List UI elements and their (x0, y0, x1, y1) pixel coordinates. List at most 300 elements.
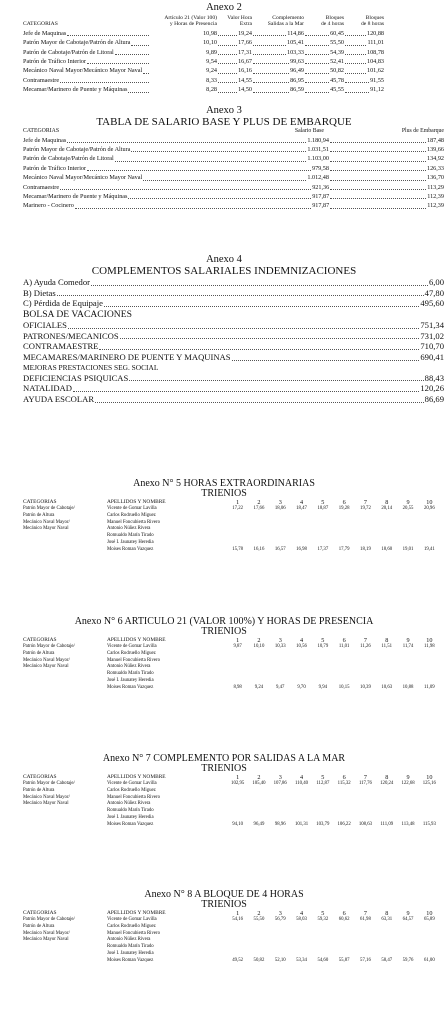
trienio-value: 11,01 (338, 644, 350, 649)
trienio-value: 19,28 (338, 506, 350, 511)
trienio-row (0, 651, 448, 658)
trienio-values (227, 658, 440, 665)
trienio-value: 16,57 (274, 546, 286, 552)
row-value: 105,41 (286, 39, 304, 47)
trienio-value: 9,70 (297, 684, 306, 690)
leader-dots (73, 391, 419, 392)
cat-header: CATEGORIAS (23, 774, 57, 780)
trienio-value: 53,34 (296, 957, 307, 963)
trienio-number: 9 (406, 499, 410, 506)
row-value: 6,00 (428, 277, 444, 287)
leader-dots (128, 92, 149, 93)
trienio-values (227, 951, 440, 958)
trienio-number: 10 (426, 499, 433, 506)
annex-2-cell (252, 66, 304, 75)
leader-dots (305, 54, 329, 55)
trienio-value: 8,98 (233, 684, 242, 690)
trienio-cat (23, 815, 107, 822)
annex-4 (0, 254, 448, 405)
trienio-value: 17,79 (338, 546, 350, 552)
annex-2-row-cat (23, 38, 150, 47)
leader-dots (218, 63, 237, 64)
cat-header: CATEGORIAS (23, 637, 57, 643)
trienio-name: Romualdo Marín Tirado (107, 671, 154, 677)
trienio-number: 7 (363, 499, 367, 506)
trienio-cat: Patrón Mayor de Cabotaje/ (23, 644, 75, 649)
trienio-values (227, 958, 440, 965)
annex-3-base-header: Salario Base (294, 128, 324, 134)
trienio-number: 1 (236, 499, 240, 506)
leader-dots (218, 54, 237, 55)
annex-2-col-5: Bloques de 8 horas (361, 15, 384, 28)
annex-2-cell (150, 66, 217, 75)
row-label: Patrón de Cabotaje/Patrón de Litoral (23, 48, 114, 56)
row-value: 99,63 (290, 58, 304, 66)
trienio-row (0, 513, 448, 520)
leader-dots (330, 198, 426, 199)
row-value: 104,83 (366, 58, 384, 66)
row-label: AYUDA ESCOLAR (23, 394, 95, 405)
row-label: Jefe de Maquinas (23, 29, 67, 37)
trienio-row (0, 815, 448, 822)
trienio-name: Moises Roman Vazquez (107, 821, 154, 827)
trienio-value: 122,68 (401, 781, 415, 786)
annex-6-title: Anexo N° 6 ARTICULO 21 (VALOR 100%) Y HORAS DE PRESENCIA (74, 616, 374, 627)
trienio-value: 102,95 (231, 781, 245, 786)
trienio-number: 4 (299, 774, 304, 781)
row-value: 86,95 (290, 76, 304, 84)
trienio-cat: Patrón Mayor de Cabotaje/ (23, 506, 75, 511)
row-value: 710,70 (420, 341, 444, 352)
leader-dots (330, 170, 426, 171)
annex-2-cell (252, 85, 304, 94)
annex-4-row (23, 298, 444, 309)
trienio-cat (23, 808, 107, 815)
trienios-title: TRIENIOS (201, 488, 247, 499)
trienio-value: 108,63 (358, 821, 373, 827)
trienio-value: 10,56 (296, 644, 307, 649)
leader-dots (95, 402, 424, 403)
annex-2-cell (217, 66, 252, 75)
leader-dots (330, 208, 426, 209)
trienio-number: 3 (278, 499, 282, 506)
trienio-value: 64,57 (402, 917, 414, 922)
row-label: CONTRAMAESTRE (23, 341, 99, 352)
salario-base: 917,87 (312, 202, 330, 210)
cat-header: CATEGORIAS (23, 910, 57, 916)
leader-dots (232, 360, 420, 361)
leader-dots (129, 380, 423, 381)
row-value: 14,55 (238, 76, 252, 84)
row-value: 9,89 (206, 48, 217, 56)
trienio-values (227, 520, 440, 527)
leader-dots (305, 92, 329, 93)
annex-2-cell (304, 66, 344, 75)
trienio-row (0, 822, 448, 829)
trienio-value: 94,10 (232, 821, 244, 827)
trienio-numbers (227, 637, 440, 644)
trienio-number: 7 (363, 774, 367, 781)
trienio-value: 52,10 (274, 957, 286, 963)
trienio-number: 2 (257, 910, 261, 917)
trienio-cat: Mecánico Mayor Naval (23, 526, 69, 532)
cat-header: CATEGORIAS (23, 499, 57, 505)
trienio-row (0, 685, 448, 692)
annex-2-cell (150, 29, 217, 38)
annex-2-title: Anexo 2 (206, 2, 242, 13)
row-value: 17,31 (238, 48, 252, 56)
trienio-row (0, 671, 448, 678)
trienio-number: 9 (406, 910, 410, 917)
trienio-number: 9 (406, 774, 410, 781)
trienio-cat: Mecánico Naval Mayor/ (23, 930, 70, 936)
annex-3-row (23, 164, 444, 173)
trienio-value: 10,63 (381, 684, 393, 690)
row-value: 10,10 (203, 39, 217, 47)
name-header: APELLIDOS Y NOMBRE (107, 499, 166, 505)
annex-2-row (23, 76, 444, 85)
trienio-name: Moises Roman Vazquez (107, 546, 154, 552)
leader-dots (305, 63, 329, 64)
row-value: 17,66 (238, 39, 252, 47)
annex-2-cell (304, 48, 344, 57)
annex-2-col-2: Valor Hora Extra (227, 15, 252, 28)
row-value: 47,80 (424, 287, 444, 298)
annex-4-row (23, 288, 444, 299)
trienio-name: Antonio Núñez Rivera (107, 801, 151, 807)
row-value: 10,98 (203, 29, 217, 37)
bolsa-items (0, 320, 448, 363)
trienio-value: 20,14 (381, 506, 393, 511)
trienio-value: 11,26 (360, 644, 371, 649)
trienio-values (227, 671, 440, 678)
trienio-values (227, 540, 440, 547)
trienio-name: Carlos Rodruello Miguez (107, 787, 156, 793)
row-value: 96,49 (290, 67, 304, 75)
trienio-value: 10,79 (317, 644, 329, 649)
trienio-name: José I. Jaunatey Heredia (107, 950, 154, 956)
row-label: DEFICIENCIAS PSIQUICAS (23, 372, 129, 383)
leader-dots (345, 82, 369, 83)
leader-dots (253, 92, 289, 93)
leader-dots (115, 54, 149, 55)
row-label: C) Pérdida de Equipaje (23, 298, 103, 309)
row-value: 111,01 (367, 39, 384, 47)
trienio-numbers (227, 910, 440, 917)
annex-2-cell (344, 57, 384, 66)
leader-dots (218, 92, 237, 93)
annex-2-row-cat (23, 48, 150, 57)
trienio-value: 19,41 (423, 546, 435, 552)
trienio-name: Romualdo Marín Tirado (107, 533, 154, 539)
trienio-value: 10,10 (253, 644, 265, 649)
trienio-name: Manuel Foncubierta Rivero (107, 657, 161, 663)
annex-2-col-4: Bloques de 4 horas (321, 15, 344, 28)
trienio-value: 18,60 (381, 546, 393, 552)
annex-2-cell (304, 38, 344, 47)
trienio-name: Carlos Rodruello Miguez (107, 923, 156, 929)
trienio-value: 60,62 (338, 917, 350, 922)
trienio-row (0, 678, 448, 685)
annex-2-cell (150, 85, 217, 94)
row-label: B) Dietas (23, 287, 56, 298)
annex-4-row (23, 383, 444, 394)
trienio-number: 6 (342, 774, 346, 781)
trienio-value: 54,16 (232, 917, 244, 922)
trienio-name: Antonio Núñez Rivera (107, 664, 151, 670)
trienio-value: 59,76 (402, 957, 414, 963)
leader-dots (305, 35, 329, 36)
trienio-value: 115,32 (337, 781, 351, 786)
trienio-value: 9,87 (233, 644, 242, 649)
row-label: Patrón Mayor de Cabotaje/Patrón de Altura (23, 145, 131, 153)
leader-dots (104, 306, 419, 307)
trienio-cat (23, 547, 107, 554)
annex-4-row (23, 320, 444, 331)
annex-2 (0, 2, 448, 95)
trienio-name: Carlos Rodruello Miguez (107, 512, 156, 518)
annex-7 (0, 754, 448, 829)
bolsa-title: BOLSA DE VACACIONES (23, 308, 132, 320)
row-label: Mecamar/Marinero de Puente y Máquinas (23, 86, 128, 94)
annex-2-row (23, 38, 444, 47)
leader-dots (218, 73, 237, 74)
annex-2-cell (344, 29, 384, 38)
annex-3-title: Anexo 3 (206, 105, 242, 116)
trienio-value: 106,22 (337, 821, 351, 827)
trienio-row (0, 924, 448, 931)
trienio-values (227, 547, 440, 554)
trienio-header (0, 774, 448, 781)
annex-2-col-3: Complemento Salidas a la Mar (267, 15, 304, 28)
row-value: 108,78 (366, 48, 384, 56)
trienio-value: 55,50 (253, 917, 265, 922)
row-label: Patrón de Tráfico Interior (23, 164, 87, 172)
trienio-value: 63,31 (381, 917, 393, 922)
trienio-name: Moises Roman Vazquez (107, 957, 154, 963)
trienio-value: 55,87 (338, 957, 350, 963)
annex-8-table (0, 900, 448, 965)
trienio-values (227, 678, 440, 685)
annex-2-cell (304, 29, 344, 38)
trienio-value: 120,24 (380, 781, 394, 786)
row-value: 88,43 (424, 372, 444, 383)
annex-2-cell (344, 76, 384, 85)
annex-2-cell (252, 48, 304, 57)
trienio-values (227, 795, 440, 802)
trienio-value: 61,98 (360, 917, 371, 922)
trienio-number: 8 (385, 637, 389, 644)
leader-dots (330, 161, 426, 162)
annex-2-cell (344, 38, 384, 47)
salario-base: 1.031,51 (307, 145, 329, 153)
trienio-name: Vicente de Gomar Lavilla (107, 781, 157, 786)
trienio-values (227, 513, 440, 520)
trienio-value: 49,52 (232, 957, 244, 963)
trienio-value: 117,76 (358, 781, 372, 786)
trienio-value: 113,48 (401, 821, 415, 827)
leader-dots (131, 45, 149, 46)
leader-dots (345, 54, 366, 55)
trienio-number: 7 (363, 910, 367, 917)
trienio-value: 112,87 (316, 781, 330, 786)
trienio-cat: Mecánico Naval Mayor/ (23, 519, 70, 525)
trienio-values (227, 651, 440, 658)
trienio-values (227, 685, 440, 692)
row-value: 8,33 (206, 76, 217, 84)
plus-embarque: 134,92 (426, 155, 444, 163)
trienio-value: 58,03 (296, 917, 307, 922)
trienio-row (0, 658, 448, 665)
trienio-value: 98,96 (274, 821, 286, 827)
row-label: Jefe de Maquinas (23, 136, 67, 144)
annex-2-header (0, 15, 448, 28)
row-value: 91,12 (370, 86, 384, 94)
trienio-value: 56,79 (274, 917, 286, 922)
trienio-value: 107,86 (273, 781, 287, 786)
trienio-row (0, 788, 448, 795)
annex-2-rows (0, 28, 448, 95)
trienio-name: Vicente de Gomar Lavilla (107, 506, 157, 511)
leader-dots (305, 82, 329, 83)
leader-dots (345, 45, 366, 46)
trienio-value: 50,82 (253, 957, 265, 963)
trienio-cat (23, 951, 107, 958)
salario-base: 921,36 (312, 183, 330, 191)
leader-dots (75, 208, 311, 209)
annex-4-row (23, 394, 444, 405)
trienios-title: TRIENIOS (201, 763, 247, 774)
leader-dots (345, 73, 366, 74)
row-label: Patrón Mayor de Cabotaje/Patrón de Altura (23, 39, 131, 47)
trienio-row (0, 795, 448, 802)
trienio-value: 11,51 (381, 644, 393, 649)
annex-3-row (23, 154, 444, 163)
trienios-title: TRIENIOS (201, 899, 247, 910)
leader-dots (60, 82, 149, 83)
trienio-values (227, 931, 440, 938)
annex-2-cell (150, 38, 217, 47)
annex-3-row (23, 201, 444, 210)
trienio-value: 59,32 (317, 917, 329, 922)
annex-3-row (23, 183, 444, 192)
annex-2-row-cat (23, 57, 150, 66)
leader-dots (99, 349, 419, 350)
row-value: 9,24 (206, 67, 217, 75)
trienio-name: Moises Roman Vazquez (107, 684, 154, 690)
mejoras-items (0, 373, 448, 405)
leader-dots (253, 82, 289, 83)
trienio-values (227, 822, 440, 829)
plus-embarque: 113,29 (427, 183, 444, 191)
trienio-number: 8 (385, 499, 389, 506)
trienio-value: 18,47 (296, 506, 307, 511)
row-value: 52,41 (330, 58, 344, 66)
trienio-value: 115,93 (422, 821, 436, 827)
trienio-number: 2 (257, 637, 261, 644)
row-label: NATALIDAD (23, 383, 72, 394)
trienio-number: 1 (236, 774, 240, 781)
trienio-number: 8 (385, 910, 389, 917)
trienio-value: 10,15 (338, 684, 350, 690)
leader-dots (60, 189, 311, 190)
leader-dots (91, 285, 428, 286)
annex-2-cell (150, 48, 217, 57)
row-value: 690,41 (420, 352, 444, 363)
row-label: Mecánico Naval Mayor/Mecánico Mayor Naval (23, 67, 143, 75)
trienio-value: 9,94 (318, 684, 328, 690)
row-label: OFICIALES (23, 319, 67, 330)
leader-dots (253, 63, 289, 64)
annex-2-cell (217, 38, 252, 47)
trienio-name: Vicente de Gomar Lavilla (107, 917, 157, 922)
trienio-row (0, 506, 448, 513)
annex-5 (0, 479, 448, 554)
row-label: PATRONES/MECANICOS (23, 330, 119, 341)
trienio-value: 17,37 (317, 546, 329, 552)
trienio-name: Manuel Foncubierta Rivero (107, 930, 161, 936)
row-value: 731,02 (420, 330, 444, 341)
leader-dots (67, 142, 306, 143)
trienio-row (0, 547, 448, 554)
annex-2-row-cat (23, 85, 150, 94)
trienio-name: Romualdo Marín Tirado (107, 944, 154, 950)
annex-7-title: Anexo N° 7 COMPLEMENTO POR SALIDAS A LA MAR (102, 753, 346, 764)
trienio-values (227, 664, 440, 671)
leader-dots (68, 328, 419, 329)
row-label: Contramaestre (23, 76, 60, 84)
trienio-value: 11,09 (424, 684, 435, 690)
name-header: APELLIDOS Y NOMBRE (107, 910, 166, 916)
leader-dots (305, 73, 329, 74)
trienio-row (0, 917, 448, 924)
trienio-value: 19,01 (402, 546, 414, 552)
row-value: 120,26 (420, 383, 444, 394)
annex-2-row-cat (23, 29, 150, 38)
row-label: Mecamar/Marinero de Puente y Máquinas (23, 192, 128, 200)
trienio-cat: Patrón de Altura (23, 787, 55, 793)
row-label: Mecánico Naval Mayor/Mecánico Mayor Naval (23, 174, 143, 182)
trienio-number: 2 (257, 774, 261, 781)
trienio-cat: Patrón de Altura (23, 923, 55, 929)
trienio-name: Carlos Rodruello Miguez (107, 650, 156, 656)
annex-2-cell (344, 66, 384, 75)
annex-3-rows (0, 136, 448, 211)
trienio-number: 5 (321, 910, 325, 917)
trienio-name: Antonio Núñez Rivera (107, 526, 151, 532)
leader-dots (253, 73, 289, 74)
row-value: 91,55 (370, 76, 384, 84)
trienio-number: 1 (236, 637, 240, 644)
trienio-cat: Patrón Mayor de Cabotaje/ (23, 917, 75, 922)
leader-dots (253, 54, 286, 55)
row-value: 751,34 (420, 319, 444, 330)
annex-2-row-cat (23, 66, 150, 75)
trienio-row (0, 944, 448, 951)
trienio-value: 18,06 (274, 506, 286, 511)
trienio-number: 10 (426, 910, 433, 917)
trienio-row (0, 808, 448, 815)
salario-base: 1.103,00 (307, 155, 329, 163)
annex-2-cell (217, 57, 252, 66)
row-label: MECAMARES/MARINERO DE PUENTE Y MAQUINAS (23, 352, 231, 363)
trienio-value: 101,31 (294, 821, 309, 827)
annex-2-col-1: Artículo 21 (Valor 100) y Horas de Presencia (164, 15, 217, 28)
row-value: 55,50 (330, 39, 344, 47)
plus-embarque: 126,33 (426, 164, 444, 172)
annex-4-row (23, 277, 444, 288)
leader-dots (131, 151, 306, 152)
